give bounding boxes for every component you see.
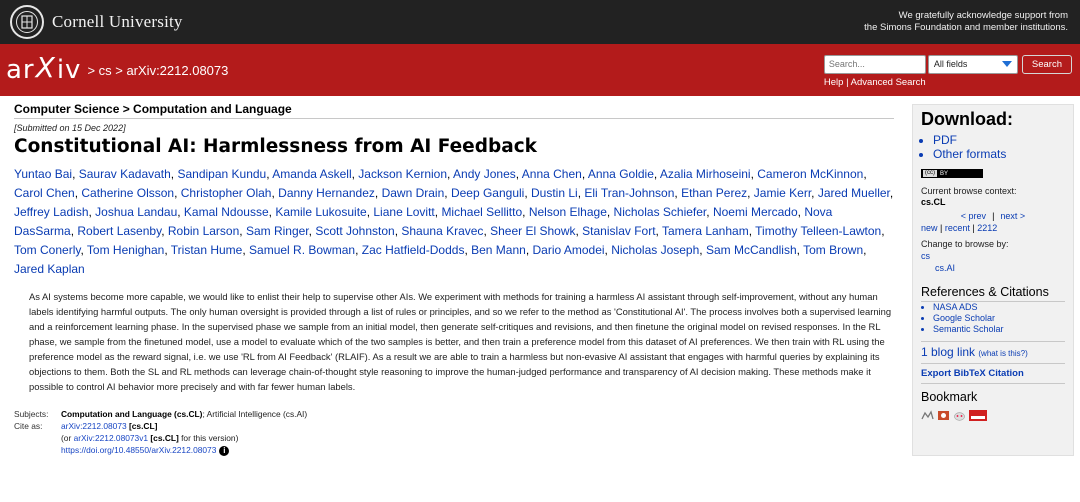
ack-line-2: the Simons Foundation and member institutions.	[864, 22, 1068, 33]
browse-context-value: cs.CL	[921, 197, 946, 207]
change-browse-label: Change to browse by:	[921, 239, 1009, 249]
blog-link[interactable]: 1 blog link	[921, 345, 976, 359]
author-separator: ,	[80, 243, 87, 257]
author-link[interactable]: Liane Lovitt	[373, 205, 435, 219]
next-link[interactable]: next >	[1000, 211, 1026, 221]
doi-row	[61, 444, 894, 456]
author-separator: ,	[366, 205, 374, 219]
author-separator: ,	[88, 205, 96, 219]
author-link[interactable]: Eli Tran-Johnson	[584, 186, 675, 200]
cornell-logo[interactable]	[10, 5, 183, 39]
author-link[interactable]: Samuel R. Bowman	[249, 243, 356, 257]
references-heading: References & Citations	[921, 285, 1065, 302]
author-link[interactable]: Shauna Kravec	[401, 224, 484, 238]
mendeley-icon[interactable]	[937, 408, 950, 419]
browse-context-label: Current browse context:	[921, 186, 1017, 196]
author-separator: ,	[308, 224, 316, 238]
author-separator: ,	[889, 186, 894, 200]
logo-text-right: iv	[56, 55, 82, 85]
author-link[interactable]: Dario Amodei	[532, 243, 605, 257]
author-link[interactable]: Nicholas Joseph	[611, 243, 700, 257]
blog-link-row	[921, 341, 1065, 359]
cornell-name: Cornell University	[52, 12, 183, 31]
author-separator: ,	[266, 167, 273, 181]
reddit-icon[interactable]	[953, 408, 966, 419]
author-link[interactable]: Anna Goldie	[587, 167, 654, 181]
info-icon[interactable]: i	[219, 446, 229, 456]
author-link[interactable]: Dustin Li	[531, 186, 578, 200]
author-link[interactable]: Azalia Mirhoseini	[659, 167, 751, 181]
author-separator: ,	[444, 186, 451, 200]
reference-item[interactable]: • Google Scholar	[933, 313, 1065, 324]
author-separator: ,	[606, 205, 614, 219]
reference-item[interactable]: • Semantic Scholar	[933, 324, 1065, 335]
author-link[interactable]: Jamie Kerr	[753, 186, 812, 200]
search-area	[824, 55, 1072, 88]
author-link[interactable]: Sam Ringer	[245, 224, 309, 238]
author-link[interactable]: Stanislav Fort	[582, 224, 656, 238]
author-separator: ,	[881, 224, 885, 238]
download-item-pdf	[933, 133, 1065, 147]
search-input[interactable]	[824, 55, 926, 74]
arxiv-header	[0, 44, 1080, 96]
author-separator: ,	[177, 205, 184, 219]
author-link[interactable]: Danny Hernandez	[278, 186, 375, 200]
author-separator: ,	[70, 224, 78, 238]
prev-next-nav	[921, 211, 1065, 221]
author-separator: ,	[239, 224, 246, 238]
author-separator: ,	[674, 186, 682, 200]
author-link[interactable]: Noemi Mercado	[712, 205, 798, 219]
author-link[interactable]: Amanda Askell	[272, 167, 352, 181]
author-separator: ,	[355, 243, 362, 257]
prev-link[interactable]: < prev	[960, 211, 987, 221]
bibsonomy-icon[interactable]	[921, 408, 934, 419]
paper-title: Constitutional AI: Harmlessness from AI Feedback	[14, 136, 537, 157]
author-separator: ,	[524, 186, 531, 200]
author-link[interactable]: Kamile Lukosuite	[275, 205, 367, 219]
author-separator: ,	[394, 224, 402, 238]
help-links	[824, 77, 926, 88]
pdf-link[interactable]: PDF	[933, 133, 957, 147]
search-button[interactable]: Search	[1022, 55, 1072, 74]
author-link[interactable]: Tamera Lanham	[661, 224, 749, 238]
subjects-value	[61, 408, 307, 420]
cite-version-link[interactable]: arXiv:2212.08073v1	[73, 433, 149, 443]
author-link[interactable]: Michael Sellitto	[441, 205, 523, 219]
author-link[interactable]: Zac Hatfield-Dodds	[361, 243, 465, 257]
cite-category: [cs.CL]	[128, 421, 158, 431]
author-separator: ,	[268, 205, 276, 219]
author-separator: ,	[164, 243, 171, 257]
author-link[interactable]: Robert Lasenby	[77, 224, 162, 238]
help-separator: |	[846, 76, 849, 88]
author-separator: ,	[170, 167, 178, 181]
author-separator: ,	[653, 167, 660, 181]
author-separator: ,	[577, 186, 585, 200]
author-separator: ,	[811, 186, 818, 200]
recent-link[interactable]: recent	[944, 223, 970, 233]
arxiv-logo[interactable]	[6, 51, 82, 85]
download-list	[921, 133, 1065, 161]
author-separator: ,	[74, 186, 82, 200]
author-separator: ,	[797, 205, 805, 219]
author-link[interactable]: Tom Brown	[803, 243, 864, 257]
author-separator: ,	[522, 205, 529, 219]
main-content	[0, 96, 908, 456]
listing-nav	[921, 223, 1065, 233]
new-link[interactable]: new	[921, 223, 938, 233]
author-link[interactable]: Jeffrey Ladish	[14, 205, 89, 219]
logo-text-x: X	[35, 51, 56, 84]
author-list	[14, 165, 894, 279]
metadata-table	[14, 408, 894, 456]
author-separator: ,	[655, 224, 662, 238]
breadcrumb[interactable]: > cs > arXiv:2212.08073	[87, 62, 229, 78]
author-separator: ,	[581, 167, 588, 181]
category-heading: Computer Science > Computation and Language	[14, 102, 894, 119]
cite-or-open: (or	[61, 433, 74, 443]
subjects-primary: Computation and Language (cs.CL)	[61, 409, 203, 419]
cornell-seal-icon	[10, 5, 44, 39]
author-separator: ,	[747, 186, 754, 200]
license-by: BY	[940, 170, 949, 177]
cite-version-row	[61, 432, 894, 444]
author-separator: ,	[351, 167, 359, 181]
listing-sep-1: |	[940, 223, 943, 233]
logo-text-left: ar	[6, 55, 35, 85]
author-separator: ,	[699, 243, 706, 257]
author-separator: ,	[174, 186, 181, 200]
author-link[interactable]: Tom Henighan	[86, 243, 165, 257]
author-link[interactable]: Carol Chen	[14, 186, 75, 200]
download-heading: Download:	[921, 109, 1013, 129]
cite-version-category: [cs.CL]	[150, 433, 179, 443]
advanced-search-link[interactable]: Advanced Search	[850, 76, 926, 88]
nav-separator: |	[992, 211, 995, 221]
author-separator: ,	[796, 243, 804, 257]
author-link[interactable]: Tom Conerly	[14, 243, 81, 257]
author-separator: ,	[72, 167, 79, 181]
cite-version-tail: for this version)	[178, 433, 239, 443]
doi-link[interactable]: https://doi.org/10.48550/arXiv.2212.08073	[61, 445, 217, 455]
author-separator: ,	[515, 167, 522, 181]
author-link[interactable]: Cameron McKinnon	[757, 167, 864, 181]
author-link[interactable]: Ben Mann	[471, 243, 526, 257]
browse-cs-link[interactable]: cs	[921, 251, 930, 261]
license-badge-icon[interactable]	[921, 169, 983, 178]
author-link[interactable]: Robin Larson	[167, 224, 240, 238]
author-separator: ,	[161, 224, 168, 238]
author-separator: ,	[750, 167, 758, 181]
cite-id-link[interactable]: arXiv:2212.08073	[61, 421, 127, 431]
export-bibtex-link[interactable]: Export BibTeX Citation	[921, 363, 1065, 384]
author-separator: ,	[748, 224, 756, 238]
author-link[interactable]: Nova DasSarma	[14, 205, 833, 238]
author-link[interactable]: Timothy Telleen-Lawton	[755, 224, 882, 238]
abstract: As AI systems become more capable, we would like to enlist their help to supervise other AIs. We experiment with methods for training a harmless AI assistant through self-improvement, without any human labels identifying harmful outputs. The only human oversight is provided through a list of rules or principles, and so we refer to the method as 'Constitutional AI'. The process involves both a supervised learning and a reinforcement learning phase. In the supervised phase we sample from an initial model, then generate self-critiques and revisions, and then finetune the original model on revised responses. In the RL phase, we sample from the finetuned model, use a model to evaluate which of the two samples is better, and then train a preference model from this dataset of AI preferences. We then train with RL using the preference model as the reward signal, i.e. we use 'RL from AI Feedback' (RLAIF). As a result we are able to train a harmless but non-evasive AI assistant that engages with harmful queries by explaining its objections to them. Both the SL and RL methods can leverage chain-of-thought style reasoning to improve the human-judged performance and transparency of AI decision making. These methods make it possible to control AI behavior more precisely and with far fewer human labels.	[29, 291, 892, 392]
subjects-label: Subjects:	[14, 409, 49, 419]
author-link[interactable]: Saurav Kadavath	[78, 167, 171, 181]
browse-cs-ai-link[interactable]: cs.AI	[935, 263, 956, 273]
license-cc: (cc)	[925, 170, 935, 176]
author-separator: ,	[863, 167, 867, 181]
references-list	[921, 302, 1065, 335]
author-link[interactable]: Nicholas Schiefer	[613, 205, 707, 219]
reference-item[interactable]: • NASA ADS	[933, 302, 1065, 313]
author-link[interactable]: Joshua Landau	[95, 205, 178, 219]
author-separator: ,	[374, 186, 382, 200]
author-link[interactable]: Anna Chen	[521, 167, 582, 181]
author-link[interactable]: Catherine Olsson	[81, 186, 175, 200]
other-formats-link[interactable]: Other formats	[933, 147, 1007, 161]
search-field-select[interactable]	[928, 55, 1018, 74]
author-link[interactable]: Sheer El Showk	[490, 224, 576, 238]
author-link[interactable]: Dawn Drain	[381, 186, 445, 200]
cornell-bar	[0, 0, 1080, 44]
author-separator: ,	[271, 186, 279, 200]
author-link[interactable]: Yuntao Bai	[14, 167, 73, 181]
side-panel	[912, 104, 1074, 456]
month-link[interactable]: 2212	[977, 223, 998, 233]
field-select-value: All fields	[933, 59, 968, 69]
author-separator: ,	[863, 243, 867, 257]
author-separator: ,	[525, 243, 533, 257]
author-link[interactable]: Christopher Olah	[180, 186, 272, 200]
science-wise-icon[interactable]	[969, 408, 982, 419]
author-link[interactable]: Jared Mueller	[817, 186, 890, 200]
author-link[interactable]: Scott Johnston	[315, 224, 395, 238]
author-link[interactable]: Andy Jones	[453, 167, 516, 181]
author-link[interactable]: Ethan Perez	[681, 186, 748, 200]
author-link[interactable]: Nelson Elhage	[528, 205, 607, 219]
author-link[interactable]: Sam McCandlish	[705, 243, 797, 257]
bookmark-heading: Bookmark	[921, 390, 978, 404]
help-link[interactable]: Help	[823, 76, 844, 88]
blog-what-link[interactable]: (what is this?)	[978, 349, 1028, 358]
author-separator: ,	[706, 205, 713, 219]
bookmark-icons	[921, 408, 1065, 419]
author-link[interactable]: Jared Kaplan	[14, 262, 85, 276]
author-separator: ,	[483, 224, 491, 238]
author-separator: ,	[604, 243, 612, 257]
author-separator: ,	[447, 167, 454, 181]
listing-sep-2: |	[972, 223, 975, 233]
acknowledgement	[864, 10, 1068, 34]
author-link[interactable]: Tristan Hume	[170, 243, 243, 257]
author-separator: ,	[464, 243, 472, 257]
ack-line-1: We gratefully acknowledge support from	[898, 10, 1068, 21]
submission-date: [Submitted on 15 Dec 2022]	[14, 123, 126, 133]
author-separator: ,	[434, 205, 442, 219]
author-separator: ,	[242, 243, 250, 257]
author-link[interactable]: Jackson Kernion	[358, 167, 448, 181]
author-link[interactable]: Kamal Ndousse	[183, 205, 269, 219]
author-link[interactable]: Sandipan Kundu	[177, 167, 267, 181]
author-separator: ,	[575, 224, 583, 238]
subjects-rest: ; Artificial Intelligence (cs.AI)	[202, 409, 308, 419]
cite-label: Cite as:	[14, 421, 43, 431]
author-link[interactable]: Deep Ganguli	[450, 186, 525, 200]
download-item-other	[933, 147, 1065, 161]
chevron-down-icon	[1002, 61, 1012, 67]
